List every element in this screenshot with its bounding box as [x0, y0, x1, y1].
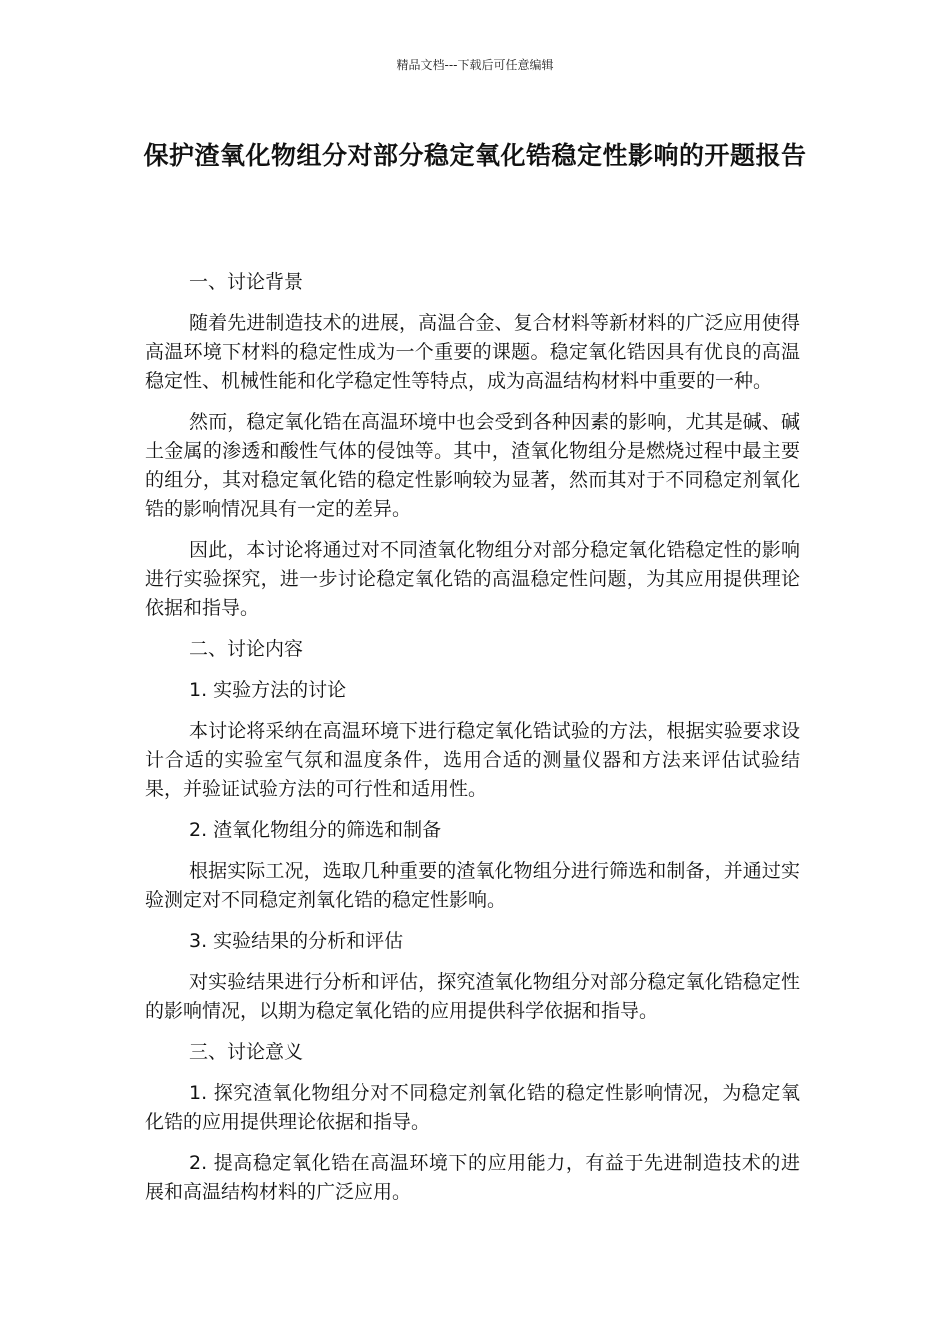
paragraph-background-2: 然而，稳定氧化锆在高温环境中也会受到各种因素的影响，尤其是碱、碱土金属的渗透和酸性气体的侵蚀等。其中，渣氧化物组分是燃烧过程中最主要的组分，其对稳定氧化锆的稳定性影响较为显著，然而其对于不同稳定剂氧化锆的影响情况具有一定的差异。 [145, 411, 800, 520]
section-heading-content: 二、讨论内容 [189, 638, 304, 660]
subheading-results-analysis: 3. 实验结果的分析和评估 [189, 930, 404, 952]
paragraph-results-analysis: 对实验结果进行分析和评估，探究渣氧化物组分对部分稳定氧化锆稳定性的影响情况，以期为稳定氧化锆的应用提供科学依据和指导。 [145, 971, 800, 1022]
page-header-watermark: 精品文档---下载后可任意编辑 [396, 58, 554, 72]
document-title: 保护渣氧化物组分对部分稳定氧化锆稳定性影响的开题报告 [143, 141, 807, 170]
paragraph-background-1: 随着先进制造技术的进展，高温合金、复合材料等新材料的广泛应用使得高温环境下材料的稳定性成为一个重要的课题。稳定氧化锆因具有优良的高温稳定性、机械性能和化学稳定性等特点，成为高温结构材料中重要的一种。 [145, 312, 800, 392]
paragraph-slag-components: 根据实际工况，选取几种重要的渣氧化物组分进行筛选和制备，并通过实验测定对不同稳定剂氧化锆的稳定性影响。 [145, 860, 800, 911]
paragraph-background-3: 因此，本讨论将通过对不同渣氧化物组分对部分稳定氧化锆稳定性的影响进行实验探究，进一步讨论稳定氧化锆的高温稳定性问题，为其应用提供理论依据和指导。 [145, 539, 800, 619]
subheading-slag-components: 2. 渣氧化物组分的筛选和制备 [189, 819, 442, 841]
paragraph-significance-1: 1. 探究渣氧化物组分对不同稳定剂氧化锆的稳定性影响情况，为稳定氧化锆的应用提供理论依据和指导。 [145, 1082, 800, 1133]
section-heading-significance: 三、讨论意义 [189, 1041, 304, 1063]
paragraph-significance-2: 2. 提高稳定氧化锆在高温环境下的应用能力，有益于先进制造技术的进展和高温结构材料的广泛应用。 [145, 1152, 800, 1203]
document-body [145, 268, 800, 1219]
subheading-experiment-method: 1. 实验方法的讨论 [189, 679, 347, 701]
section-heading-background: 一、讨论背景 [189, 271, 304, 293]
paragraph-experiment-method: 本讨论将采纳在高温环境下进行稳定氧化锆试验的方法，根据实验要求设计合适的实验室气氛和温度条件，选用合适的测量仪器和方法来评估试验结果，并验证试验方法的可行性和适用性。 [145, 720, 800, 800]
